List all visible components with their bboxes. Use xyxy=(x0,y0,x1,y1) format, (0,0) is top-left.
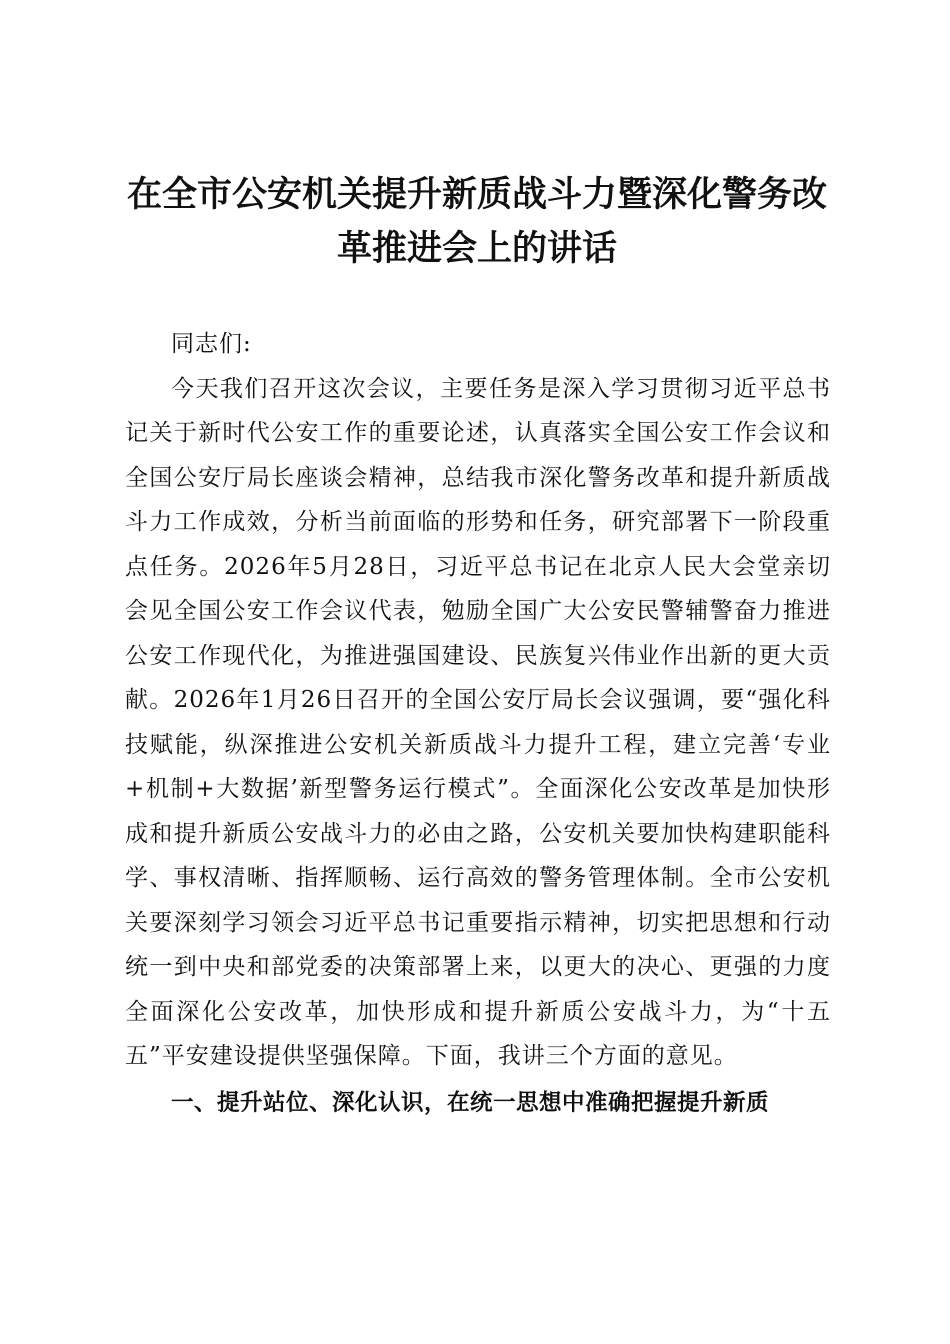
document-body xyxy=(125,322,831,1125)
salutation: 同志们: xyxy=(171,331,252,357)
section-heading: 一、提升站位、深化认识，在统一思想中准确把握提升新质 xyxy=(171,1089,770,1116)
body-paragraph: 今天我们召开这次会议，主要任务是深入学习贯彻习近平总书记关于新时代公安工作的重要论述，认真落实全国公安工作会议和全国公安厅局长座谈会精神，总结我市深化警务改革和提升新质战斗力工作成效，分析当前面临的形势和任务，研究部署下一阶段重点任务。2026年5月28日，习近平总书记在北京人民大会堂亲切会见全国公安工作会议代表，勉励全国广大公安民警辅警奋力推进公安工作现代化，为推进强国建设、民族复兴伟业作出新的更大贡献。2026年1月26日召开的全国公安厅局长会议强调，要“强化科技赋能，纵深推进公安机关新质战斗力提升工程，建立完善‘专业+机制+大数据’新型警务运行模式”。全面深化公安改革是加快形成和提升新质公安战斗力的必由之路，公安机关要加快构建职能科学、事权清晰、指挥顺畅、运行高效的警务管理体制。全市公安机关要深刻学习领会习近平总书记重要指示精神，切实把思想和行动统一到中央和部党委的决策部署上来，以更大的决心、更强的力度全面深化公安改革，加快形成和提升新质公安战斗力，为“十五五”平安建设提供坚强保障。下面，我讲三个方面的意见。 xyxy=(125,375,831,1069)
document-title: 在全市公安机关提升新质战斗力暨深化警务改革推进会上的讲话 xyxy=(126,175,827,269)
